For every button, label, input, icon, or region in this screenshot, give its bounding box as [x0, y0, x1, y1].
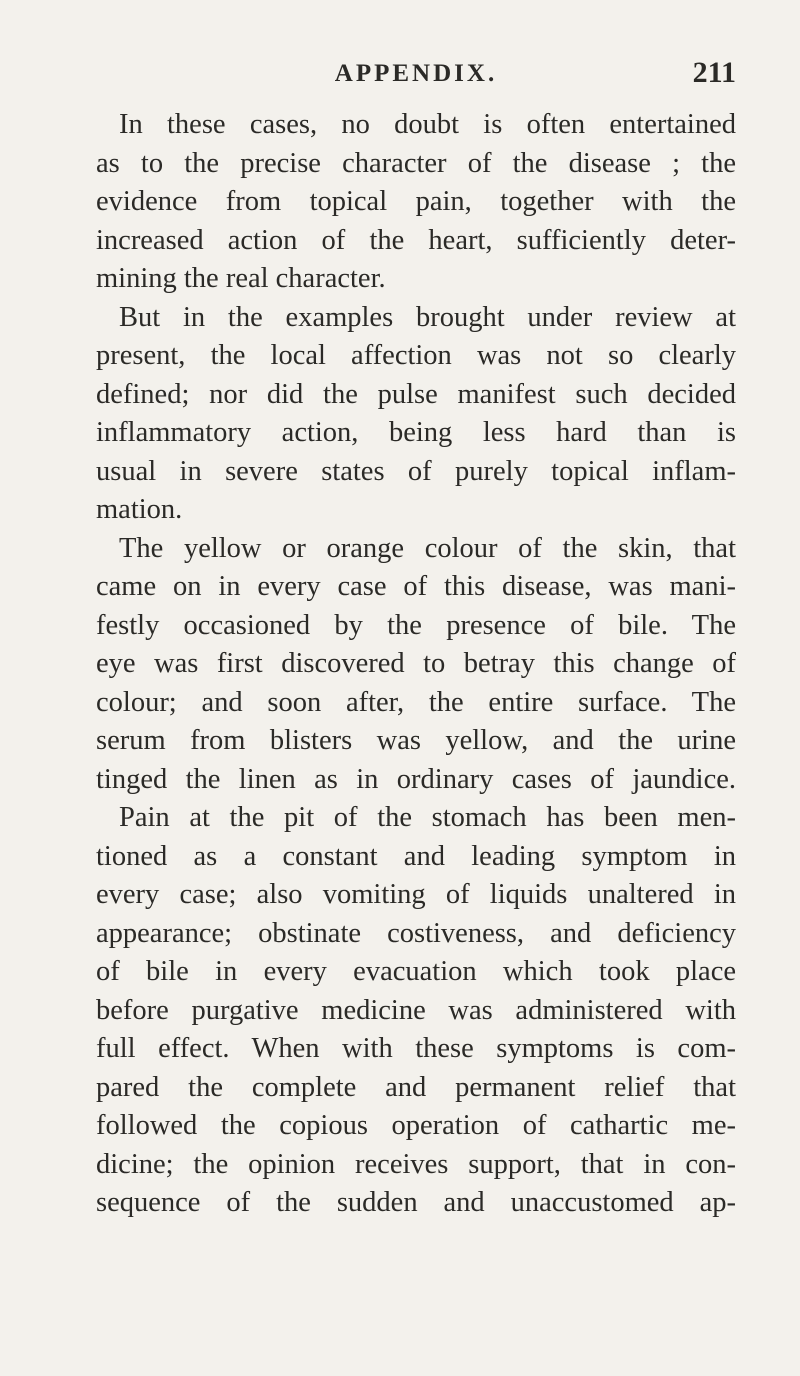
text-line: increased action of the heart, sufficiently deter-: [96, 224, 736, 256]
running-title: APPENDIX.: [334, 60, 498, 87]
page-header: [96, 56, 736, 96]
text-line: In these cases, no doubt is often entertained: [119, 109, 736, 140]
text-line: usual in severe states of purely topical inflam-: [96, 455, 736, 487]
text-line: present, the local affection was not so clearly: [96, 340, 736, 371]
text-line: eye was first discovered to betray this change of: [96, 648, 736, 679]
text-line: full effect. When with these symptoms is com-: [96, 1033, 736, 1064]
text-line: The yellow or orange colour of the skin, that: [119, 532, 736, 564]
text-line: dicine; the opinion receives support, that in con-: [96, 1148, 736, 1180]
text-line: tinged the linen as in ordinary cases of jaundice.: [96, 763, 736, 795]
text-line: mining the real character.: [96, 263, 386, 294]
text-line: evidence from topical pain, together with the: [96, 186, 736, 217]
text-line: inflammatory action, being less hard than is: [96, 417, 736, 448]
text-line: colour; and soon after, the entire surface. The: [96, 686, 736, 718]
text-line: of bile in every evacuation which took place: [96, 956, 736, 987]
text-line: followed the copious operation of cathartic me-: [96, 1110, 736, 1141]
text-line: pared the complete and permanent relief that: [96, 1071, 736, 1103]
body-text: [96, 106, 736, 1223]
text-line: Pain at the pit of the stomach has been men-: [119, 802, 736, 833]
text-line: sequence of the sudden and unaccustomed ap-: [96, 1187, 736, 1218]
text-line: mation.: [96, 494, 183, 525]
page-number: 211: [692, 56, 736, 89]
text-line: every case; also vomiting of liquids unaltered in: [96, 879, 736, 910]
text-line: before purgative medicine was administered with: [96, 994, 736, 1026]
text-line: tioned as a constant and leading symptom in: [96, 840, 736, 872]
text-line: festly occasioned by the presence of bile. The: [96, 609, 736, 641]
text-line: defined; nor did the pulse manifest such decided: [96, 378, 736, 410]
text-line: as to the precise character of the disease ; the: [96, 147, 736, 179]
text-line: came on in every case of this disease, was mani-: [96, 571, 736, 602]
text-line: But in the examples brought under review at: [119, 301, 736, 333]
text-line: serum from blisters was yellow, and the urine: [96, 725, 736, 756]
text-line: appearance; obstinate costiveness, and deficiency: [96, 917, 736, 949]
